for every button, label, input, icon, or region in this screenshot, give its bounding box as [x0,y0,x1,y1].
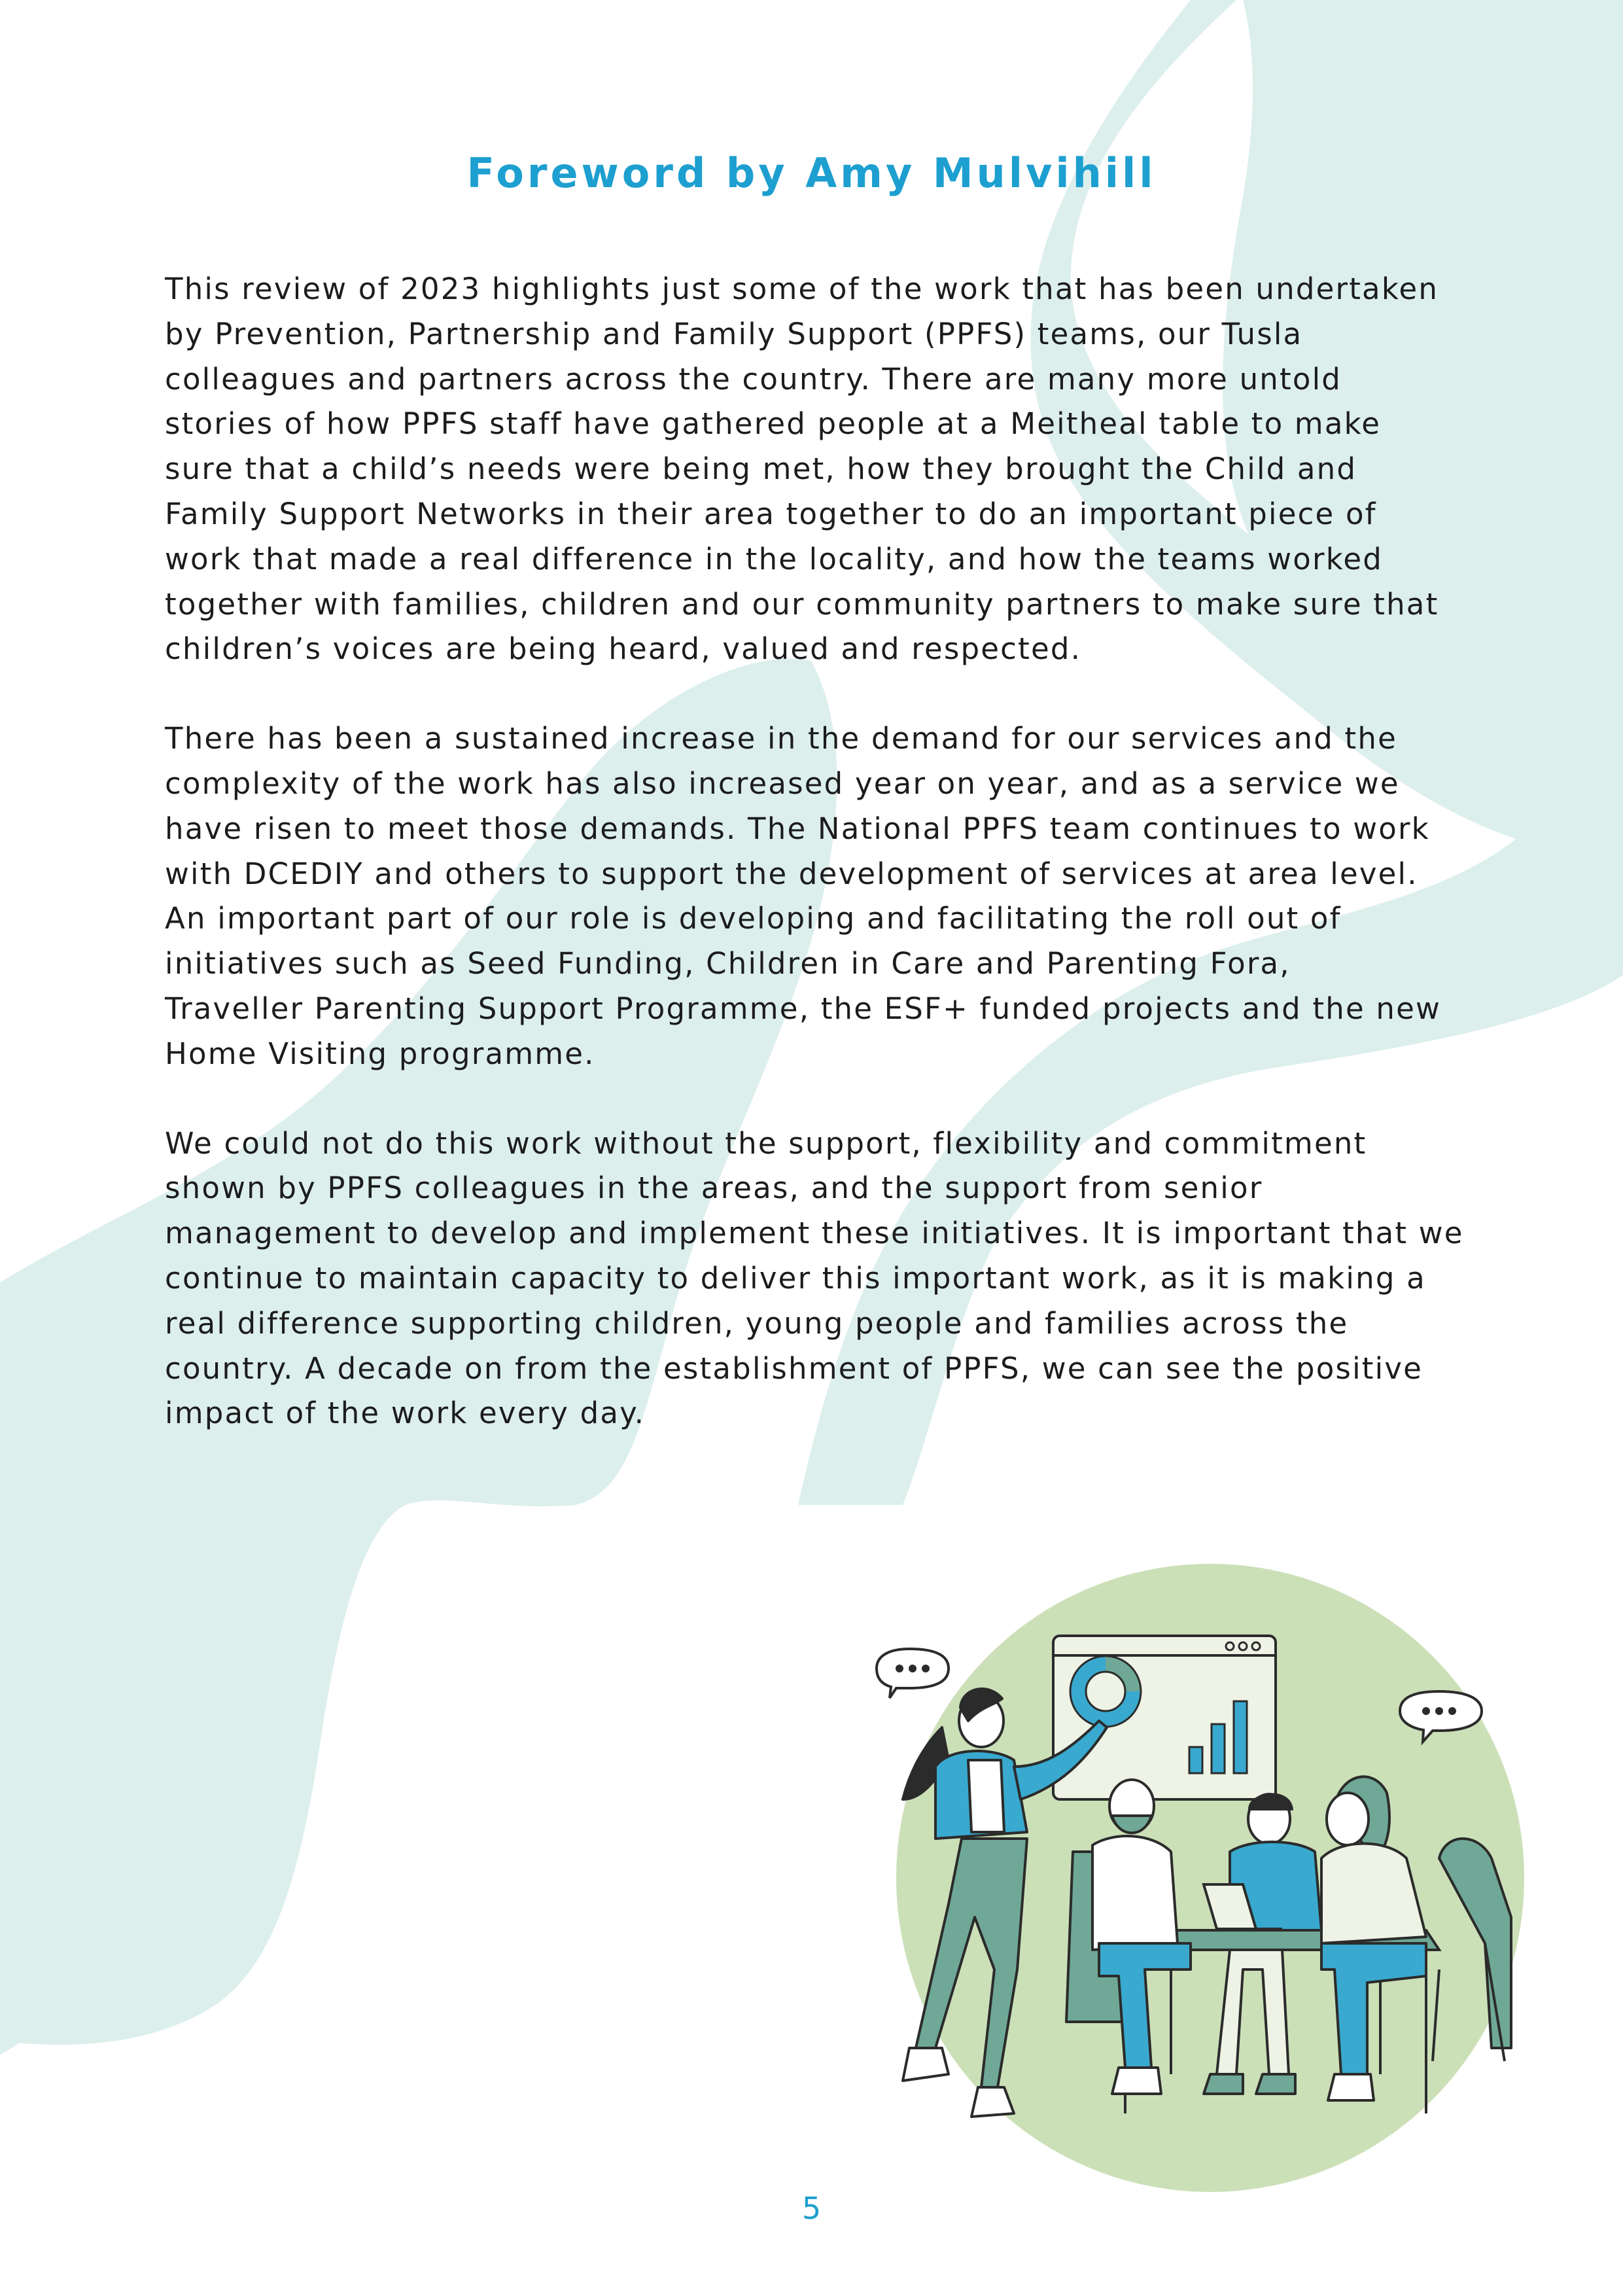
text-line: This review of 2023 highlights just some of the work that has been undertaken [165,272,1439,306]
paragraph-1 [165,267,1473,672]
text-line: sure that a child’s needs were being met, how they brought the Child and [165,451,1357,487]
text-line: real difference supporting children, young people and families across the [165,1305,1349,1341]
paragraph-2 [165,716,1473,1076]
text-line: We could not do this work without the support, flexibility and commitment [165,1125,1367,1161]
speech-bubble-icon [877,1649,949,1698]
text-line: Home Visiting programme. [165,1036,595,1071]
team-meeting-illustration [864,1551,1531,2205]
text-line: Traveller Parenting Support Programme, the ESF+ funded projects and the new [165,991,1442,1026]
text-line: shown by PPFS colleagues in the areas, and the support from senior [165,1171,1263,1206]
text-line: impact of the work every day. [165,1396,646,1431]
text-line: management to develop and implement these initiatives. It is important that we [165,1216,1464,1251]
text-line: children’s voices are being heard, valued and respected. [165,631,1082,667]
text-line: by Prevention, Partnership and Family Support (PPFS) teams, our Tusla [165,316,1303,351]
text-line: work that made a real difference in the locality, and how the teams worked [165,541,1384,576]
text-line: colleagues and partners across the country. There are many more untold [165,361,1342,397]
text-line: An important part of our role is developing and facilitating the roll out of [165,901,1342,936]
text-line: with DCEDIY and others to support the development of services at area level. [165,856,1418,891]
text-line: There has been a sustained increase in the demand for our services and the [165,721,1397,756]
text-line: have risen to meet those demands. The National PPFS team continues to work [165,811,1430,846]
text-line: together with families, children and our community partners to make sure that [165,586,1439,622]
text-line: Family Support Networks in their area together to do an important piece of [165,496,1377,531]
foreword-body [165,267,1473,1481]
text-line: stories of how PPFS staff have gathered people at a Meitheal table to make [165,406,1382,442]
page-title: Foreword by Amy Mulvihill [466,149,1157,197]
paragraph-3 [165,1122,1473,1437]
presentation-board [1053,1636,1276,1799]
text-line: continue to maintain capacity to deliver this important work, as it is making a [165,1260,1426,1296]
text-line: initiatives such as Seed Funding, Children in Care and Parenting Fora, [165,946,1291,981]
page-number: 5 [801,2191,822,2226]
text-line: country. A decade on from the establishment of PPFS, we can see the positive [165,1351,1423,1386]
text-line: complexity of the work has also increased year on year, and as a service we [165,766,1400,801]
